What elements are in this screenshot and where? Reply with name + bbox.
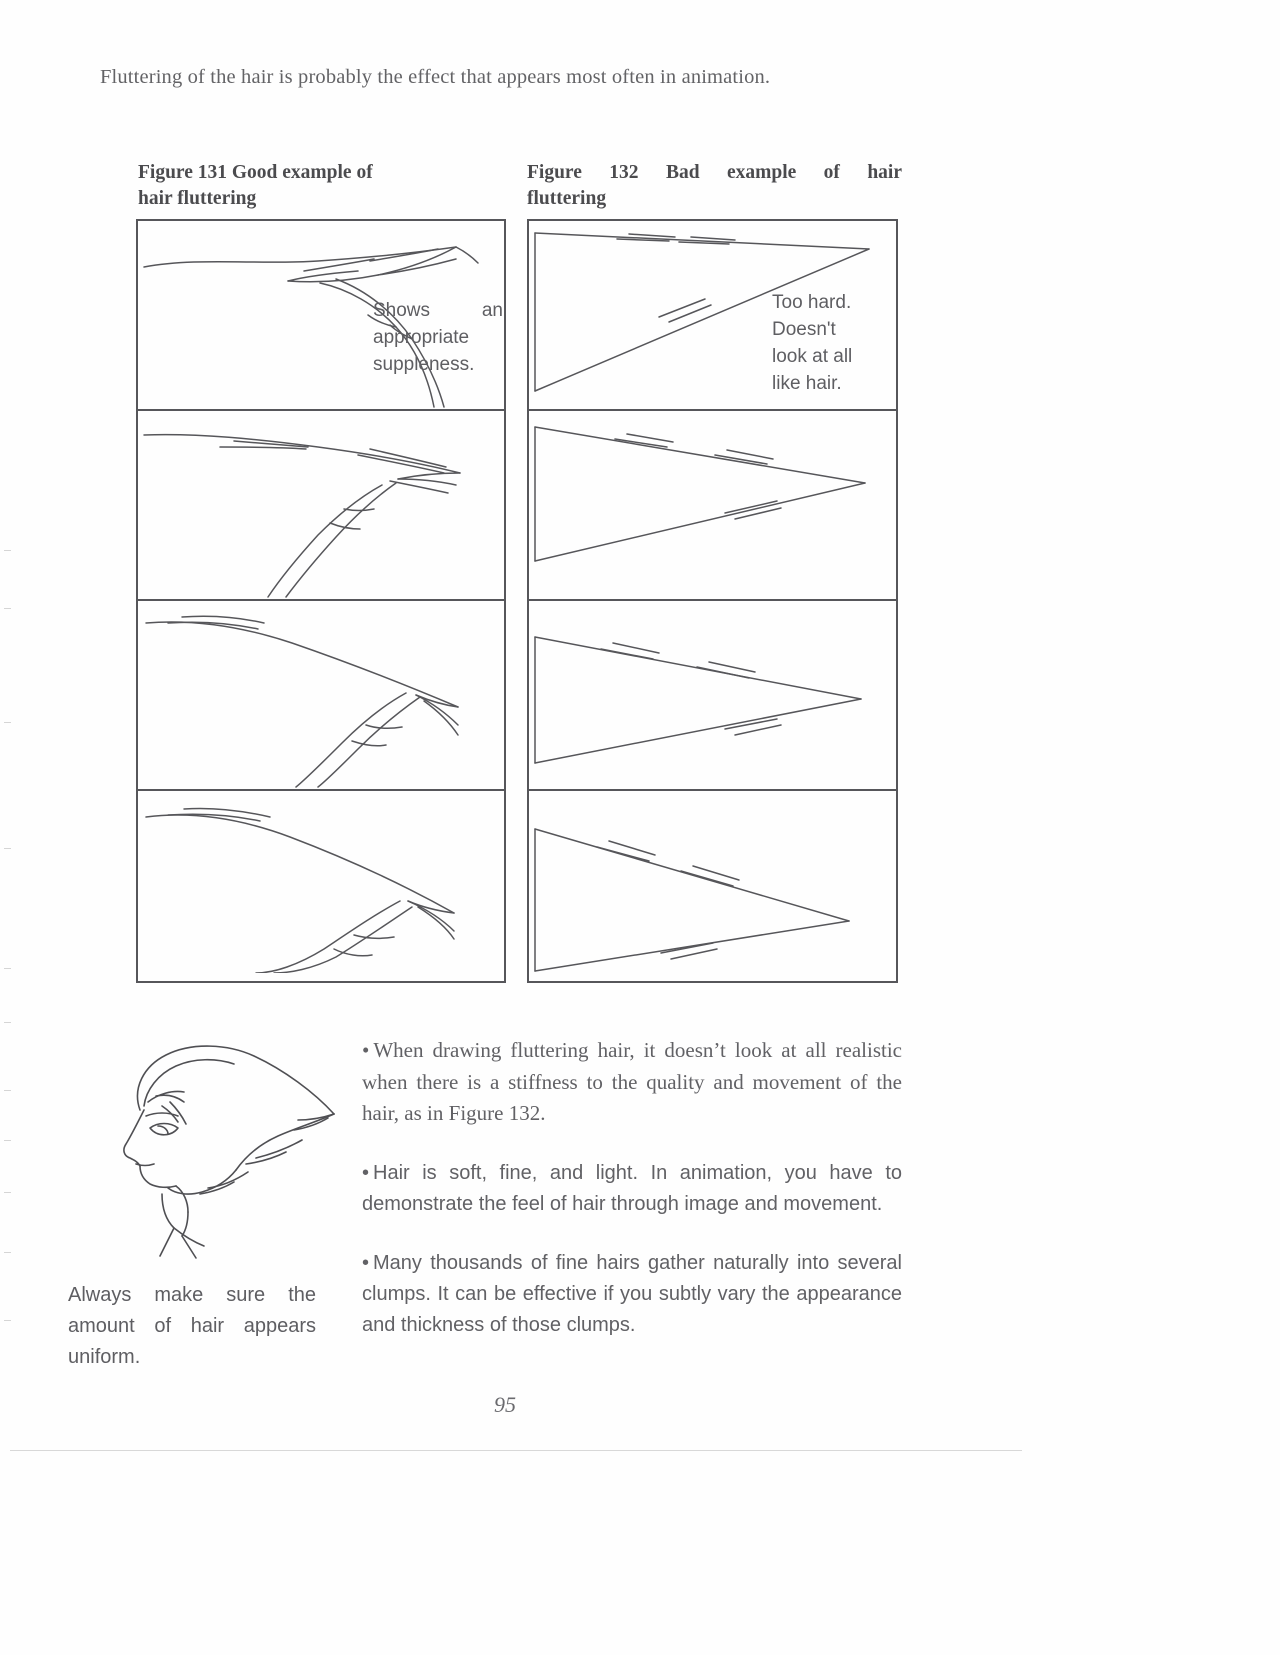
- hair-stroke-bad-2: [529, 411, 892, 599]
- figure-131-panel-4: [138, 791, 504, 981]
- scan-edge-tick: [4, 968, 11, 969]
- note-line: look at all: [772, 346, 853, 367]
- figure-131-panel-1: [138, 221, 504, 411]
- scan-edge-tick: [4, 1140, 11, 1141]
- note-line: appropriate: [373, 327, 470, 348]
- figure-132-panel-4: [529, 791, 896, 981]
- intro-paragraph: Fluttering of the hair is probably the effect that appears most often in animation.: [100, 66, 771, 88]
- illustration-caption: [68, 1280, 316, 1373]
- figure-131-caption-line2: hair fluttering: [138, 188, 257, 209]
- note-line: Doesn't: [772, 319, 836, 340]
- hair-stroke-good-4: [138, 791, 500, 973]
- bullet-item: [362, 1035, 902, 1130]
- figure-131-panel-3: [138, 601, 504, 791]
- bullet-text: Hair is soft, fine, and light. In animation, you have to demonstrate the feel of hair through image and movement.: [362, 1161, 902, 1215]
- illustration-caption-line: uniform.: [68, 1346, 141, 1368]
- hair-stroke-bad-3: [529, 601, 892, 789]
- scan-edge-tick: [4, 1192, 11, 1193]
- note-line: Shows an: [373, 300, 503, 321]
- note-line: like hair.: [772, 373, 842, 394]
- bullet-text: Many thousands of fine hairs gather naturally into several clumps. It can be effective if you subtly vary the appearance and thickness of those clumps.: [362, 1251, 902, 1336]
- figure-132-caption: [527, 160, 902, 212]
- scan-edge-tick: [4, 550, 11, 551]
- scan-edge-tick: [4, 1252, 11, 1253]
- bullet-text: When drawing fluttering hair, it doesn’t look at all realistic when there is a stiffness to the quality and movement of the hair, as in Figure 132.: [362, 1038, 902, 1125]
- figure-132-caption-line2: fluttering: [527, 188, 607, 209]
- figure-131-caption: [138, 160, 468, 212]
- bullet-item: [362, 1158, 902, 1220]
- scan-bottom-rule: [10, 1450, 1022, 1451]
- scan-edge-tick: [4, 848, 11, 849]
- girl-profile-drawing: [88, 1018, 338, 1263]
- figure-132-note: [772, 289, 890, 397]
- figure-132-panel-2: [529, 411, 896, 601]
- figure-131-caption-line1: Figure 131 Good example of: [138, 162, 373, 183]
- scan-edge-tick: [4, 608, 11, 609]
- figure-132-panel-3: [529, 601, 896, 791]
- figure-131-panels: [136, 219, 506, 983]
- note-line: Too hard.: [772, 292, 852, 313]
- scan-edge-tick: [4, 1022, 11, 1023]
- hair-stroke-good-2: [138, 411, 500, 599]
- illustration-caption-line: amount of hair appears: [68, 1315, 316, 1337]
- illustration-caption-line: Always make sure the: [68, 1284, 316, 1306]
- scan-edge-tick: [4, 1090, 11, 1091]
- girl-profile-illustration: [88, 1018, 338, 1263]
- scan-edge-tick: [4, 722, 11, 723]
- hair-stroke-good-3: [138, 601, 500, 789]
- figure-131-note: [373, 297, 503, 378]
- bullet-list: [362, 1014, 902, 1341]
- bullet-marker: •: [362, 1251, 370, 1274]
- bullet-item: [362, 1248, 902, 1341]
- bullet-marker: •: [362, 1161, 370, 1184]
- note-line: suppleness.: [373, 354, 475, 375]
- scan-edge-tick: [4, 1320, 11, 1321]
- figure-132-panel-1: [529, 221, 896, 411]
- figure-132-panels: [527, 219, 898, 983]
- figure-132-caption-line1: Figure 132 Bad example of hair: [527, 162, 902, 183]
- page-number: 95: [494, 1392, 516, 1417]
- hair-stroke-bad-4: [529, 791, 892, 973]
- bullet-marker: •: [362, 1038, 370, 1062]
- figure-131-panel-2: [138, 411, 504, 601]
